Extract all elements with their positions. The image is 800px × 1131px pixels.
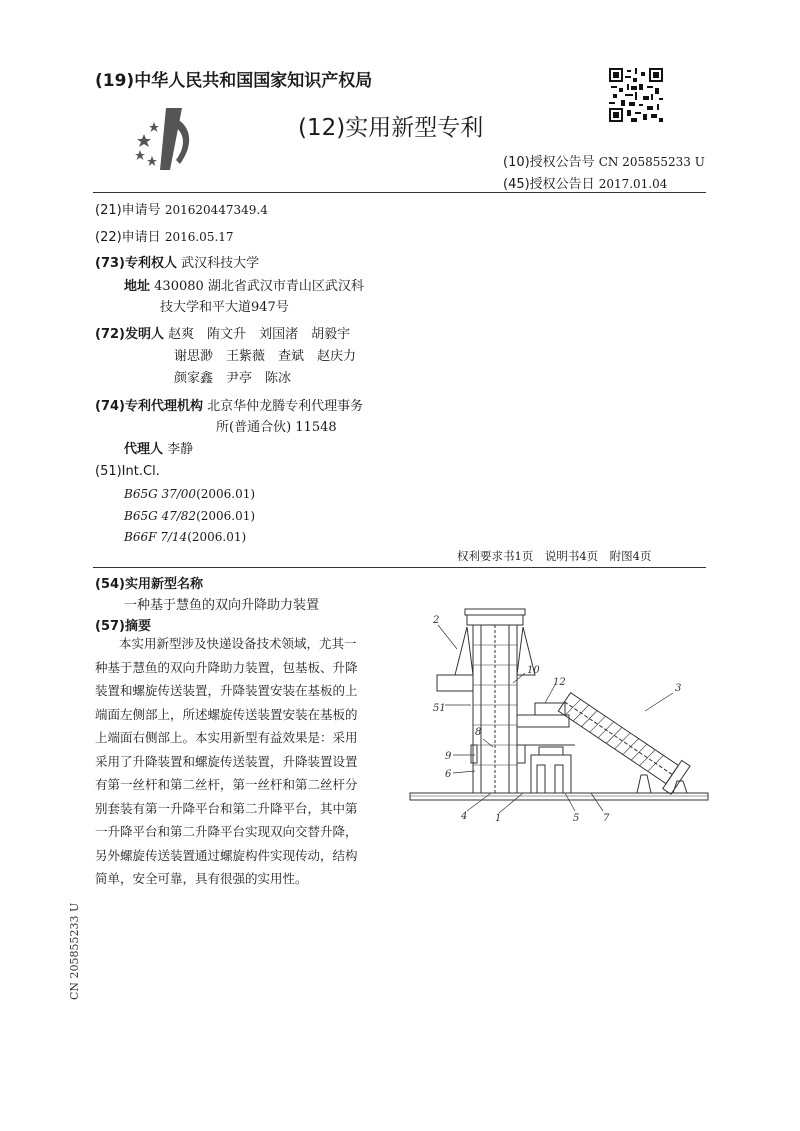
abstract-line: 另外螺旋传送装置通过螺旋构件实现传动，结构 [95, 847, 358, 863]
abstract-line: 装置和螺旋传送装置，升降装置安装在基板的上 [95, 683, 358, 698]
header-divider [93, 192, 706, 193]
side-publication-number: CN 205855233 U [68, 902, 81, 1000]
part-label: 10 [527, 665, 540, 676]
abstract-label: (57)摘要 [95, 619, 151, 634]
part-label: 51 [433, 703, 446, 714]
agent: 代理人 李静 [124, 442, 194, 457]
application-number: (21)申请号 201620447349.4 [95, 203, 268, 218]
abstract-line: 上端面右侧部上。本实用新型有益效果是：采用 [95, 730, 358, 745]
part-label: 2 [433, 615, 440, 626]
abstract-line: 端面左侧部上，所述螺旋传送装置安装在基板的 [95, 706, 358, 722]
office-name: (19)中华人民共和国国家知识产权局 [95, 71, 373, 91]
abstract-line: 别套装有第一升降平台和第二升降平台，其中第 [95, 800, 358, 816]
part-label: 9 [445, 751, 452, 762]
publication-date: (45)授权公告日 2017.01.04 [503, 177, 668, 192]
abstract-line: 简单，安全可靠，具有很强的实用性。 [95, 871, 308, 886]
title-label: (54)实用新型名称 [95, 577, 203, 592]
part-label: 7 [603, 813, 610, 824]
document-type: (12)实用新型专利 [298, 115, 484, 141]
holder-address: 地址 430080 湖北省武汉市青山区武汉科 [124, 279, 364, 294]
part-label: 1 [495, 813, 502, 824]
abstract-text [95, 632, 397, 891]
device-drawing [405, 605, 710, 830]
abstract-line: 有第一丝杆和第二丝杆，第一丝杆和第二丝杆分 [95, 777, 358, 792]
int-cl-label: (51)Int.Cl. [95, 464, 160, 479]
patent-holder: (73)专利权人 武汉科技大学 [95, 256, 260, 271]
classification-1: B65G 37/00(2006.01) [124, 487, 256, 501]
part-label: 8 [475, 727, 482, 738]
biblio-divider [93, 567, 706, 568]
abstract-line: 一升降平台和第二升降平台实现双向交替升降， [95, 824, 358, 839]
patent-agency-line2: 所(普通合伙) 11548 [216, 420, 337, 435]
publication-number: (10)授权公告号 CN 205855233 U [503, 155, 705, 170]
part-label: 5 [573, 813, 580, 824]
inventors-line3: 颜家鑫 尹亭 陈冰 [174, 371, 292, 386]
utility-model-title: 一种基于慧鱼的双向升降助力装置 [124, 598, 320, 613]
part-label: 12 [553, 677, 566, 688]
inventors: (72)发明人 赵爽 陏文升 刘国渚 胡毅宇 [95, 327, 351, 342]
part-label: 4 [461, 811, 468, 822]
inventors-line2: 谢思渺 王紫薇 查斌 赵庆力 [174, 349, 357, 364]
qr-code [609, 68, 663, 122]
abstract-line: 种基于慧鱼的双向升降助力装置，包基板、升降 [95, 659, 358, 675]
holder-address-line2: 技大学和平大道947号 [160, 300, 289, 315]
part-label: 6 [445, 769, 452, 780]
abstract-line: 采用了升降装置和螺旋传送装置，升降装置设置 [95, 753, 358, 769]
classification-3: B66F 7/14(2006.01) [124, 530, 247, 544]
part-label: 3 [675, 683, 682, 694]
cnipa-logo [130, 106, 202, 176]
patent-agency: (74)专利代理机构 北京华仲龙腾专利代理事务 [95, 399, 364, 414]
abstract-line: 本实用新型涉及快递设备技术领域，尤其一 [119, 636, 357, 651]
page-counts: 权利要求书1页 说明书4页 附图4页 [457, 549, 652, 563]
classification-2: B65G 47/82(2006.01) [124, 509, 256, 523]
application-date: (22)申请日 2016.05.17 [95, 230, 234, 245]
